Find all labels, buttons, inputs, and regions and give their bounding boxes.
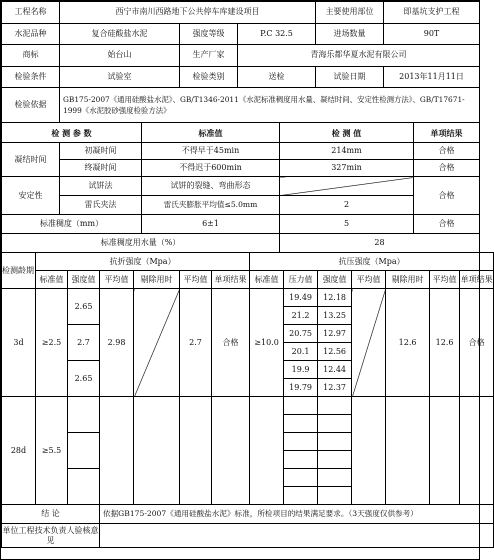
pressure-2: 21.2 [284, 307, 318, 325]
flex-val-28d-1 [68, 397, 100, 433]
initial-value: 214mm [280, 143, 414, 160]
final-result: 合格 [414, 160, 480, 177]
head-result: 单项结果 [414, 123, 480, 143]
consist-result: 合格 [414, 215, 480, 234]
col-flex-val: 强度值 [68, 271, 100, 289]
comp-val-28d-5 [318, 469, 352, 487]
comp-val-4: 12.56 [318, 343, 352, 361]
comp-val-1: 12.18 [318, 289, 352, 307]
head-value: 检 测 值 [280, 123, 414, 143]
comp-val-28d-3 [318, 433, 352, 451]
flex-remove-28d [134, 397, 180, 505]
col-comp-val: 强度值 [318, 271, 352, 289]
comp-result-3d: 合格 [460, 289, 494, 397]
sound-label: 安定性 [2, 177, 60, 215]
grade-label: 强度等级 [180, 23, 238, 45]
flex-result-3d: 合格 [212, 289, 250, 397]
comp-val-2: 13.25 [318, 307, 352, 325]
col-comp-remove: 剔除用时 [386, 271, 430, 289]
basis-label: 检验依据 [2, 88, 60, 123]
project-label: 工程名称 [2, 2, 60, 24]
pressure-28d-4 [284, 451, 318, 469]
pressure-28d-5 [284, 469, 318, 487]
pressure-28d-2 [284, 415, 318, 433]
comp-val-28d-6 [318, 487, 352, 505]
flex-std-28d: ≥5.5 [36, 397, 68, 505]
flex-val-2: 2.7 [68, 325, 100, 361]
flex-val-1: 2.65 [68, 289, 100, 325]
brand-value: 始台山 [60, 45, 180, 67]
water-value: 28 [280, 234, 480, 253]
usage-value: 即基坑支护工程 [384, 2, 480, 24]
comp-val-5: 12.44 [318, 361, 352, 379]
flex-avg-28d [100, 397, 134, 505]
flex-val-28d-3 [68, 469, 100, 505]
flex-result-28d [212, 397, 250, 505]
col-flex-result: 单项结果 [212, 271, 250, 289]
final-label: 终凝时间 [60, 160, 142, 177]
final-value: 327min [280, 160, 414, 177]
cake-value-slash [280, 177, 414, 196]
date-label: 试验日期 [316, 66, 384, 88]
head-std: 标准值 [142, 123, 280, 143]
age-28d: 28d [2, 397, 36, 505]
comp-remove-28d [386, 397, 430, 505]
set-time-label: 凝结时间 [2, 143, 60, 177]
water-label: 标准稠度用水量（%） [2, 234, 280, 253]
comp-avg-28d [352, 397, 386, 505]
col-comp-std: 标准值 [250, 271, 284, 289]
flex-val-28d-2 [68, 433, 100, 469]
header-table [1, 1, 480, 123]
cake-label: 试饼法 [60, 177, 142, 196]
flex-remove-slash [134, 289, 180, 397]
pressure-3: 20.75 [284, 325, 318, 343]
comp-result-28d [460, 397, 494, 505]
cond-label: 检验条件 [2, 66, 60, 88]
consist-std: 6±1 [142, 215, 280, 234]
maker-value: 青海乐都华夏水泥有限公司 [238, 45, 480, 67]
maker-label: 生产厂家 [180, 45, 238, 67]
pressure-6: 19.79 [284, 379, 318, 397]
grade-value: P.C 32.5 [238, 23, 316, 45]
date-value: 2013年11月11日 [384, 66, 480, 88]
comp-avg-3d: 12.6 [386, 289, 430, 397]
comp-avg-slash [352, 289, 386, 397]
conclusion-text: 依据GB175-2007《通用硅酸盐水泥》标准，所检项目的结果满足要求。（3天强度仅供参考） [100, 505, 494, 524]
col-flex-std: 标准值 [36, 271, 68, 289]
usage-label: 主要使用部位 [316, 2, 384, 24]
le-value: 2 [280, 196, 414, 215]
col-flex-remove: 剔除用时 [134, 271, 180, 289]
initial-std: 不得早于45min [142, 143, 280, 160]
consist-value: 5 [280, 215, 414, 234]
pressure-28d-6 [284, 487, 318, 505]
flex-avg-3d: 2.98 [100, 289, 134, 397]
comp-avg2-28d [430, 397, 460, 505]
conclusion-label: 结 论 [2, 505, 100, 524]
col-comp-pressure: 压力值 [284, 271, 318, 289]
comp-std-28d [250, 397, 284, 505]
comp-val-28d-4 [318, 451, 352, 469]
initial-result: 合格 [414, 143, 480, 160]
final-std: 不得迟于600min [142, 160, 280, 177]
comp-std-3d: ≥10.0 [250, 289, 284, 397]
consist-label: 标准稠度（mm） [2, 215, 142, 234]
params-table [1, 122, 480, 253]
le-std: 雷氏夹膨胀平均值≤5.0mm [142, 196, 280, 215]
opinion-label: 单位工程技术负责人验核意见 [2, 524, 100, 548]
col-flex-avg2: 平均值 [180, 271, 212, 289]
pressure-5: 19.9 [284, 361, 318, 379]
brand-label: 商标 [2, 45, 60, 67]
comp-title: 抗压强度（Mpa） [250, 253, 494, 271]
flex-val-3: 2.65 [68, 361, 100, 397]
col-flex-avg: 平均值 [100, 271, 134, 289]
basis-value: GB175-2007《通用硅酸盐水泥》、GB/T1346-2011《水泥标准稠度用水量、凝结时间、安定性检测方法》、GB/T17671-1999《水泥胶砂强度检验方法》 [60, 88, 480, 123]
initial-label: 初凝时间 [60, 143, 142, 160]
comp-val-3: 12.97 [318, 325, 352, 343]
pressure-28d-3 [284, 433, 318, 451]
cond-value: 试验室 [60, 66, 180, 88]
type-value: 送检 [238, 66, 316, 88]
col-comp-avg: 平均值 [352, 271, 386, 289]
sound-result: 合格 [414, 177, 480, 215]
pressure-4: 20.1 [284, 343, 318, 361]
age-label: 检测龄期 [2, 253, 36, 289]
project-value: 西宁市南川西路地下公共停车库建设项目 [60, 2, 316, 24]
col-comp-result: 单项结果 [460, 271, 494, 289]
flex-avg2-3d: 2.7 [180, 289, 212, 397]
cement-value: 复合硅酸盐水泥 [60, 23, 180, 45]
comp-val-28d-1 [318, 397, 352, 415]
type-label: 检验类别 [180, 66, 238, 88]
qty-value: 90T [384, 23, 480, 45]
col-comp-avg2: 平均值 [430, 271, 460, 289]
comp-avg2-3d: 12.6 [430, 289, 460, 397]
cake-std: 试饼的裂缝、弯曲形态 [142, 177, 280, 196]
comp-val-6: 12.37 [318, 379, 352, 397]
cement-label: 水泥品种 [2, 23, 60, 45]
comp-val-28d-2 [318, 415, 352, 433]
opinion-value [100, 524, 494, 548]
strength-table [1, 252, 494, 548]
pressure-28d-1 [284, 397, 318, 415]
pressure-1: 19.49 [284, 289, 318, 307]
qty-label: 进场数量 [316, 23, 384, 45]
flex-title: 抗折强度（Mpa） [36, 253, 250, 271]
flex-avg2-28d [180, 397, 212, 505]
flex-std-3d: ≥2.5 [36, 289, 68, 397]
le-label: 雷氏夹法 [60, 196, 142, 215]
age-3d: 3d [2, 289, 36, 397]
head-param: 检 测 参 数 [2, 123, 142, 143]
